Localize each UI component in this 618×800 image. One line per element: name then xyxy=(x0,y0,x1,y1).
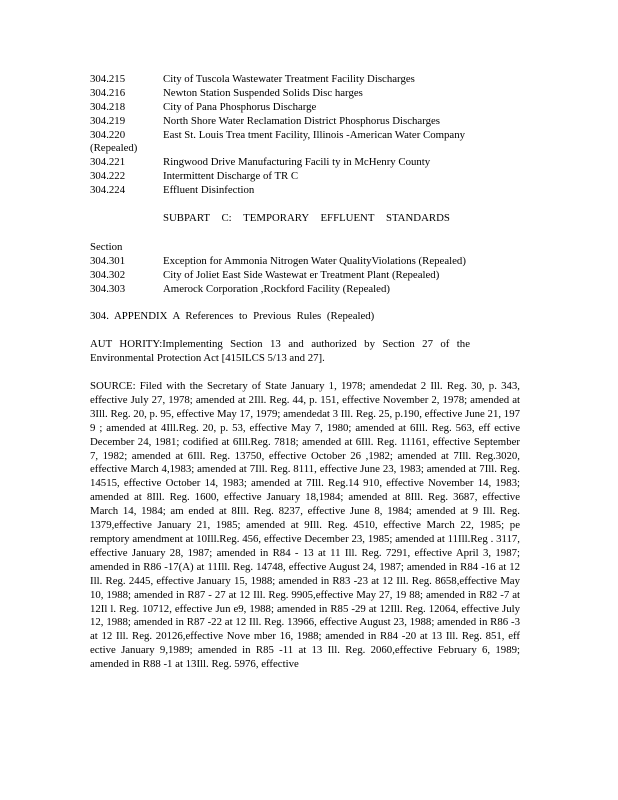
subpart-heading: SUBPART C: TEMPORARY EFFLUENT STANDARDS xyxy=(163,212,450,224)
section-number: 304.224 xyxy=(90,184,126,197)
section-title: Exception for Ammonia Nitrogen Water QualityViolations (Repealed) xyxy=(163,254,466,267)
section-title: Newton Station Suspended Solids Disc harges xyxy=(163,86,363,99)
toc-row xyxy=(90,269,530,283)
section-title: City of Pana Phosphorus Discharge xyxy=(163,100,317,113)
appendix-line: 304. APPENDIX A References to Previous Rules (Repealed) xyxy=(90,310,375,322)
toc-row xyxy=(90,283,530,297)
section-title: North Shore Water Reclamation District Phosphorus Discharges xyxy=(163,114,441,127)
toc-row xyxy=(90,129,530,143)
section-number: 304.220 xyxy=(90,128,126,141)
section-number: 304.222 xyxy=(90,170,126,183)
toc-row xyxy=(90,73,530,87)
toc-row xyxy=(90,115,530,129)
section-title: City of Tuscola Wastewater Treatment Facility Discharges xyxy=(163,73,415,85)
source-paragraph: SOURCE: Filed with the Secretary of State January 1, 1978; amendedat 2 Ill. Reg. 30, p. 343, effective July 27, 1978; amended at 2Ill. Reg. 44, p. 151, effective November 2, 1978; amended at 3Ill. Reg. 20, p. 95, effective May 17, 1979; amendedat 3 Ill. Reg. 25, p.190, effective June 21, 197 9 ; amended at 4Ill.Reg. 20, p. 53, effective May 7, 1980; amended at 6Ill. Reg. 563, eff ective December 24, 1981; codified at 6Ill.Reg. 7818; amended at 6Ill. Reg. 11161, effective September 7, 1982; amended at 6Ill. Reg. 13750, effective October 26 ,1982; amended at 7Ill. Reg.3020, effective March 4,1983; amended at 7Ill. Reg. 8111, effective June 23, 1983; amended at 7Ill. Reg. 14515, effective October 14, 1983; amended at 7Ill. Reg.14 910, effective November 14, 1983; amended at 8Ill. Reg. 1600, effective January 18,1984; amended at 8Ill. Reg. 3687, effective March 14, 1984; am ended at 8Ill. Reg. 8237, effective June 8, 1984; amended at 9 Ill. Reg. 1379,effective January 21, 1985; amended at 9Ill. Reg. 4510, effective March 22, 1985; pe remptory amendment at 10Ill.Reg. 456, effective December 23, 1985; amended at 11Ill.Reg . 3117, effective January 28, 1987; amended in R84 - 13 at 11 Ill. Reg. 7291, effective April 3, 1987; amended in R86 -17(A) at 11Ill. Reg. 14748, effective August 24, 1987; amended in R84 -16 at 12 Ill. Reg. 2445, effective January 15, 1988; amended in R83 -23 at 12 Ill. Reg. 8658,effective May 10, 1988; amended in R87 - 27 at 12 Ill. Reg. 9905,effective May 27, 19 88; amended in R82 -7 at 12Il l. Reg. 10712, effective Jun e9, 1988; amended in R85 -29 at 12Ill. Reg. 12064, effective July 12, 1988; amended in R87 -22 at 12 Ill. Reg. 13966, effective August 23, 1988; amended in R86 -3 at 12 Ill. Reg. 20126,effective Nove mber 16, 1988; amended in R84 -20 at 13 Ill. Reg. 851, eff ective January 9,1989; amended in R85 -11 at 13 Ill. Reg. 2060,effective February 6, 1989; amended in R88 -1 at 13Ill. Reg. 5976, effective xyxy=(90,380,520,671)
section-list-subpart-c xyxy=(90,241,530,297)
section-title: Effluent Disinfection xyxy=(163,184,255,197)
toc-row xyxy=(90,255,530,269)
section-number: 304.302 xyxy=(90,268,126,281)
section-number: 304.303 xyxy=(90,282,126,295)
repealed-note xyxy=(90,142,530,156)
section-list-subpart-b xyxy=(90,73,530,198)
section-number: 304.216 xyxy=(90,86,126,99)
section-number: 304.301 xyxy=(90,254,126,267)
section-title: Amerock Corporation ,Rockford Facility (Repealed) xyxy=(163,282,390,295)
toc-row xyxy=(90,184,530,198)
section-label: Section xyxy=(90,241,123,253)
toc-row xyxy=(90,101,530,115)
section-title: East St. Louis Trea tment Facility, Illinois -American Water Company xyxy=(163,128,466,141)
toc-row xyxy=(90,156,530,170)
authority-paragraph: AUT HORITY:Implementing Section 13 and authorized by Section 27 of the Environmental Protection Act [415ILCS 5/13 and 27]. xyxy=(90,338,470,364)
repealed-label: (Repealed) xyxy=(90,142,138,155)
toc-row xyxy=(90,170,530,184)
section-title: City of Joliet East Side Wastewat er Treatment Plant (Repealed) xyxy=(163,268,440,281)
section-title: Ringwood Drive Manufacturing Facili ty in McHenry County xyxy=(163,156,431,169)
section-title: Intermittent Discharge of TR C xyxy=(163,170,299,183)
section-number: 304.218 xyxy=(90,100,126,113)
section-number: 304.221 xyxy=(90,156,126,169)
section-number: 304.219 xyxy=(90,114,126,127)
toc-row xyxy=(90,87,530,101)
section-label-row xyxy=(90,241,530,255)
section-number: 304.215 xyxy=(90,73,126,85)
